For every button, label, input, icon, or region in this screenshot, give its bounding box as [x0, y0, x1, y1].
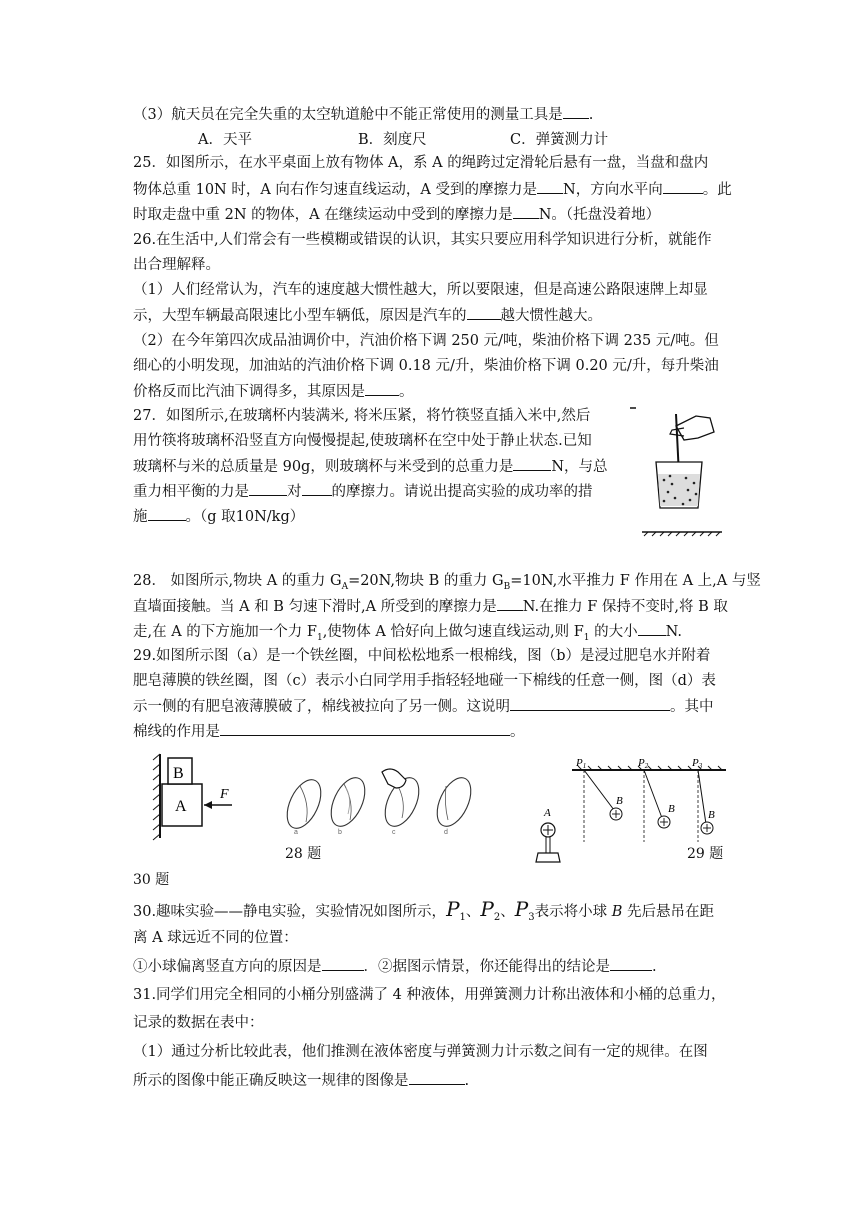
answer-blank[interactable]	[513, 204, 539, 219]
q25-text3b: N。（托盘没着地）	[538, 207, 661, 223]
q26-p1-text1: （1）人们经常认为，汽车的速度越大惯性越大，所以要限速，但是高速公路限速牌上却显	[133, 282, 708, 298]
q28-line2	[133, 596, 728, 617]
q26-p1-line1	[133, 280, 708, 300]
q26-p2-line2	[133, 356, 719, 376]
label-ball-a: A	[544, 807, 551, 819]
answer-blank[interactable]	[220, 721, 510, 736]
q26-p2-line1	[133, 331, 719, 351]
q28-text3b: ,使物体 A 恰好向上做匀速直线运动,则 F	[322, 624, 584, 640]
label-ball-b3: B	[708, 809, 715, 821]
q29-text2: 肥皂薄膜的铁丝圈，图（c）表示小白同学用手指轻轻地碰一下棉线的任意一侧，图（d）表	[133, 673, 716, 689]
label-b: B	[173, 765, 184, 782]
q27-line1	[133, 406, 590, 426]
q29-line1	[133, 646, 710, 666]
label-loop-a: a	[294, 829, 298, 836]
q31-p1-text2a: 所示的图像中能正确反映这一规律的图像是	[133, 1073, 409, 1089]
q28-line1	[133, 571, 761, 597]
q28-text1: 28． 如图所示,物块 A 的重力 G	[133, 573, 342, 589]
q26-p1-line2	[133, 305, 602, 326]
q29-line2	[133, 671, 716, 691]
caption-29: 29 题	[687, 846, 724, 862]
q27-text5b: 。（g 取10N/kg）	[185, 509, 305, 525]
q24-part3	[133, 104, 593, 125]
label-p3-sub: 3	[698, 762, 703, 770]
q28-text3d: N.	[665, 624, 682, 640]
answer-blank[interactable]	[409, 1070, 465, 1085]
q26-p2-line3	[133, 381, 414, 402]
svg-text:P2	[637, 757, 649, 770]
q24-part3-end: .	[588, 107, 594, 123]
q24-options	[198, 130, 609, 150]
q26-p1-text2a: 示，大型车辆最高限速比小型车辆低，原因是汽车的	[133, 308, 467, 324]
q27-line5	[133, 506, 304, 527]
q27-text3b: N，与总	[551, 459, 608, 475]
answer-blank[interactable]	[497, 596, 523, 611]
q30-text2: 离 A 球远近不同的位置：	[133, 930, 298, 946]
q26-text1: 26.在生活中,人们常会有一些模糊或错误的认识，其实只要应用科学知识进行分析，就能作	[133, 232, 712, 248]
q30-text1a: 30.趣味实验——静电实验，实验情况如图所示，	[133, 904, 447, 920]
answer-blank[interactable]	[148, 506, 186, 521]
q30-sep1: 、	[465, 904, 481, 920]
q30-p2-sub: 2	[493, 911, 501, 923]
q30-line1	[133, 896, 714, 931]
label-p1: P	[576, 757, 583, 769]
caption-30: 30 题	[133, 872, 170, 888]
q28-text3c: 的大小	[589, 624, 638, 640]
q30-text3a: ①小球偏离竖直方向的原因是	[133, 959, 322, 975]
q26-line1	[133, 230, 712, 250]
q30-text1b: 表示将小球	[534, 904, 612, 920]
answer-blank[interactable]	[638, 621, 666, 636]
q30-text1c: 先后悬吊在距	[622, 904, 714, 920]
q28-sub-1: 1	[316, 632, 323, 643]
finger-icon	[382, 769, 406, 788]
q28-text3a: 走,在 A 的下方施加一个力 F	[133, 624, 317, 640]
q29-text3b: 。其中	[670, 699, 714, 715]
option-a: A．天平	[198, 132, 252, 148]
label-ball-b1: B	[616, 795, 623, 807]
q27-line3	[133, 456, 608, 477]
label-p2-sub: 2	[644, 762, 649, 770]
option-c: C．弹簧测力计	[510, 132, 609, 148]
q30-text3c: .	[652, 959, 657, 975]
answer-blank[interactable]	[510, 696, 670, 711]
q25-text2b: N，方向水平向	[563, 182, 663, 198]
q27-line2	[133, 431, 592, 451]
q31-line1	[133, 985, 726, 1005]
answer-blank[interactable]	[365, 381, 399, 396]
q25-text1: 25．如图所示，在水平桌面上放有物体 A，系 A 的绳跨过定滑轮后悬有一盘，当盘和盘内	[133, 155, 709, 171]
q28-sub-b: B	[503, 581, 511, 592]
q24-part3-text: （3）航天员在完全失重的太空轨道舱中不能正常使用的测量工具是	[133, 107, 563, 123]
q27-text4a: 重力相平衡的力是	[133, 484, 249, 500]
q25-text3a: 时取走盘中重 2N 的物体，A 在继续运动中受到的摩擦力是	[133, 207, 513, 223]
q31-p1-line2	[133, 1070, 469, 1091]
q30-line2	[133, 928, 298, 948]
answer-blank[interactable]	[610, 956, 652, 971]
q30-line3	[133, 956, 657, 977]
q29-text3a: 示一侧的有肥皂液薄膜破了，棉线被拉向了另一侧。这说明	[133, 699, 510, 715]
label-f: F	[220, 787, 229, 802]
q30-text3b: ．②据图示情景，你还能得出的结论是	[363, 959, 610, 975]
label-p1-sub: 1	[582, 762, 587, 770]
q30-sep2: 、	[500, 904, 515, 920]
q26-text2: 出合理解释。	[133, 257, 220, 273]
label-p3: P	[692, 757, 699, 769]
label-loop-d: d	[444, 829, 448, 836]
q28-text2a: 直墙面接触。当 A 和 B 匀速下滑时,A 所受到的摩擦力是	[133, 599, 497, 615]
answer-blank[interactable]	[322, 956, 364, 971]
q27-line4	[133, 481, 593, 502]
q29-line3	[133, 696, 714, 717]
q31-line2	[133, 1013, 264, 1033]
q25-text2c: 。此	[702, 182, 732, 198]
q30-p3-sub: 3	[528, 911, 535, 923]
q31-text2: 记录的数据在表中：	[133, 1015, 264, 1031]
q30-p3: P	[514, 897, 529, 921]
q31-p1-line1	[133, 1042, 708, 1062]
wall-block-figure	[150, 750, 250, 842]
q29-line4	[133, 721, 525, 742]
q28-text2b: N.在推力 F 保持不变时,将 B 取	[522, 599, 728, 615]
q29-text4b: 。	[510, 724, 525, 740]
q27-text4b: 对	[287, 484, 302, 500]
label-ball-b2: B	[668, 803, 675, 815]
q25-line1	[133, 153, 708, 173]
q30-ball: B	[611, 904, 623, 920]
q26-line2	[133, 255, 220, 275]
q28-text1c: =10N,水平推力 F 作用在 A 上,A 与竖	[510, 573, 761, 589]
q26-p2-text1: （2）在今年第四次成品油调价中，汽油价格下调 250 元/吨，柴油价格下调 235 元/吨。但	[133, 333, 719, 349]
label-loop-c: c	[392, 829, 396, 836]
caption-28: 28 题	[285, 846, 322, 862]
q26-p2-text2: 细心的小明发现，加油站的汽油价格下调 0.18 元/升，柴油价格下调 0.20 元/升，每升柴油	[133, 358, 719, 374]
q27-text4c: 的摩擦力。请说出提高实验的成功率的措	[331, 484, 593, 500]
answer-blank[interactable]	[249, 481, 287, 496]
label-a: A	[175, 798, 187, 815]
q28-sub-a: A	[341, 581, 349, 592]
q27-text1: 27．如图所示,在玻璃杯内装满米, 将米压紧，将竹筷竖直插入米中,然后	[133, 408, 591, 424]
svg-text:P1	[575, 757, 586, 770]
q29-text4a: 棉线的作用是	[133, 724, 220, 740]
q30-p2: P	[480, 897, 494, 921]
answer-blank[interactable]	[302, 481, 332, 496]
svg-text:P3	[691, 757, 703, 770]
label-p2: P	[638, 757, 645, 769]
q26-p2-text3a: 价格反而比汽油下调得多，其原因是	[133, 384, 365, 400]
q31-text1: 31.同学们用完全相同的小桶分别盛满了 4 种液体，用弹簧测力计称出液体和小桶的总重力，	[133, 987, 726, 1003]
option-b: B．刻度尺	[358, 132, 427, 148]
q28-line3	[133, 621, 682, 648]
wire-loops-figure	[282, 762, 482, 836]
q31-p1-text2b: .	[464, 1073, 470, 1089]
rice-cup-figure	[628, 404, 728, 538]
q30-p1-sub: 1	[459, 911, 466, 923]
q29-text1: 29.如图所示图（a）是一个铁丝圈，中间松松地系一根棉线，图（b）是浸过肥皂水并附着	[133, 648, 711, 664]
q28-sub-2: 1	[583, 632, 590, 643]
q27-text3a: 玻璃杯与米的总质量是 90g，则玻璃杯与米受到的总重力是	[133, 459, 514, 475]
q28-text1b: =20N,物块 B 的重力 G	[348, 573, 504, 589]
q30-p1: P	[446, 897, 460, 921]
answer-blank[interactable]	[563, 104, 589, 119]
q25-line3	[133, 204, 660, 225]
answer-blank[interactable]	[467, 305, 501, 320]
label-loop-b: b	[338, 829, 342, 836]
q31-p1-text1: （1）通过分析比较此表，他们推测在液体密度与弹簧测力计示数之间有一定的规律。在图	[133, 1044, 708, 1060]
answer-blank[interactable]	[663, 179, 703, 194]
answer-blank[interactable]	[537, 179, 563, 194]
q26-p1-text2b: 越大惯性越大。	[500, 308, 602, 324]
answer-blank[interactable]	[513, 456, 551, 471]
q25-text2a: 物体总重 10N 时，A 向右作匀速直线运动，A 受到的摩擦力是	[133, 182, 538, 198]
q26-p2-text3b: 。	[399, 384, 414, 400]
q27-text5a: 施	[133, 509, 148, 525]
q27-text2: 用竹筷将玻璃杯沿竖直方向慢慢提起,使玻璃杯在空中处于静止状态.已知	[133, 433, 592, 449]
q25-line2	[133, 179, 732, 200]
